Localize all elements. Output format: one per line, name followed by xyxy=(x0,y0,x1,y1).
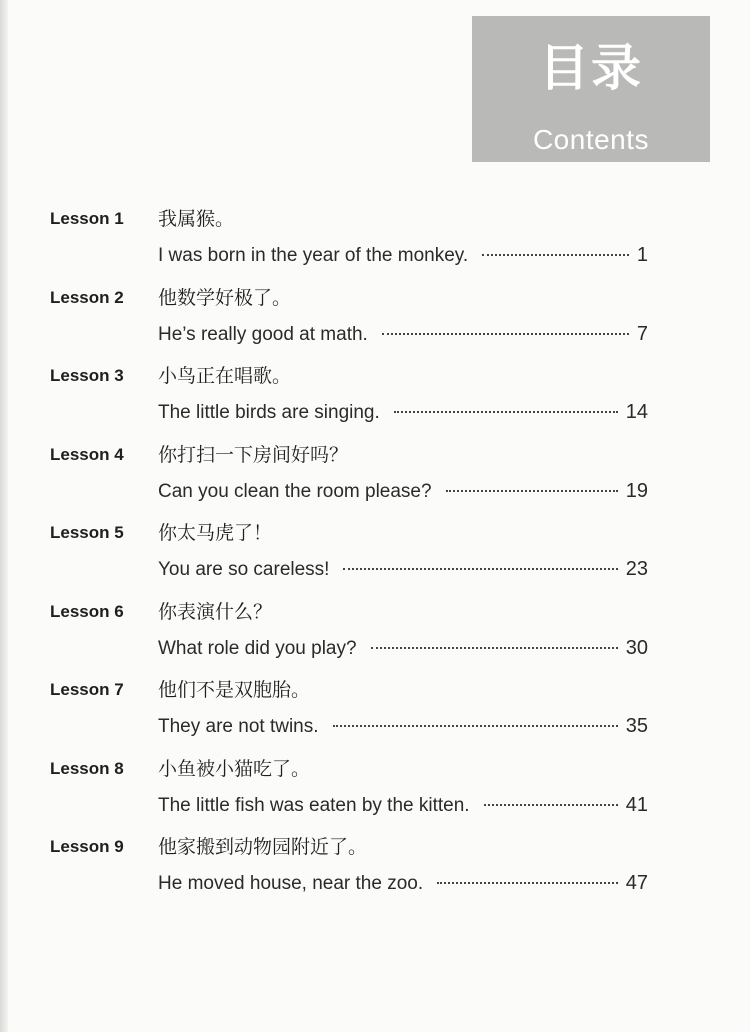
page-number: 14 xyxy=(625,401,648,423)
lesson-title-en: He moved house, near the zoo. xyxy=(158,873,424,894)
header-subtitle: Contents xyxy=(532,124,650,155)
dot-leader xyxy=(382,333,629,335)
lesson-label: Lesson 9 xyxy=(50,837,124,856)
lesson-title-line xyxy=(158,556,648,583)
lesson-title-en: You are so careless! xyxy=(158,559,330,580)
lesson-title-en: I was born in the year of the monkey. xyxy=(158,245,469,266)
lesson-title-line xyxy=(158,870,648,897)
dot-leader xyxy=(394,411,618,413)
lesson-title-zh: 小鱼被小猫吃了。 xyxy=(158,757,311,780)
dot-leader xyxy=(446,490,618,492)
lesson-title-en: The little fish was eaten by the kitten. xyxy=(158,794,470,816)
lesson-title-zh: 你太马虎了！ xyxy=(158,522,273,544)
dot-leader xyxy=(333,725,618,727)
lesson-title-line xyxy=(158,635,648,662)
lesson-label: Lesson 2 xyxy=(50,287,124,307)
page-number: 30 xyxy=(625,636,648,659)
dot-leader xyxy=(343,568,617,570)
page-number: 47 xyxy=(625,872,648,894)
toc-entry-lesson-6[interactable] xyxy=(50,599,648,678)
page-edge xyxy=(0,0,8,1032)
lesson-title-line xyxy=(158,478,648,505)
toc-entry-lesson-7[interactable] xyxy=(50,677,648,756)
toc-entry-lesson-2[interactable] xyxy=(50,285,648,364)
toc-entry-lesson-4[interactable] xyxy=(50,442,648,521)
toc-entry-lesson-3[interactable] xyxy=(50,363,648,442)
lesson-title-line xyxy=(158,242,648,269)
page-number: 23 xyxy=(625,558,648,580)
lesson-title-zh: 小鸟正在唱歌。 xyxy=(158,365,292,387)
lesson-title-zh: 他数学好极了。 xyxy=(158,286,292,309)
dot-leader xyxy=(484,804,618,806)
lesson-title-en: They are not twins. xyxy=(158,716,319,737)
toc-entry-lesson-9[interactable] xyxy=(50,834,648,913)
lesson-label: Lesson 4 xyxy=(50,444,124,464)
page-number: 35 xyxy=(625,715,648,737)
lesson-title-line xyxy=(158,321,648,348)
lesson-title-en: The little birds are singing. xyxy=(158,402,380,423)
dot-leader xyxy=(482,254,629,256)
lesson-label: Lesson 7 xyxy=(50,680,124,699)
toc-entry-lesson-8[interactable] xyxy=(50,756,648,835)
table-of-contents xyxy=(50,206,648,913)
toc-entry-lesson-5[interactable] xyxy=(50,520,648,599)
lesson-title-zh: 你表演什么？ xyxy=(158,600,273,623)
lesson-title-zh: 我属猴。 xyxy=(158,208,235,230)
lesson-title-zh: 他们不是双胞胎。 xyxy=(158,679,311,701)
page-number: 1 xyxy=(636,244,648,266)
lesson-label: Lesson 5 xyxy=(50,523,124,542)
lesson-title-zh: 你打扫一下房间好吗？ xyxy=(158,443,349,466)
page-number: 7 xyxy=(636,322,648,345)
lesson-title-en: What role did you play? xyxy=(158,637,357,659)
dot-leader xyxy=(371,647,618,649)
lesson-title-en: Can you clean the room please? xyxy=(158,480,432,502)
lesson-label: Lesson 6 xyxy=(50,601,124,621)
lesson-title-line xyxy=(158,792,648,819)
contents-header xyxy=(472,16,710,162)
header-title: 目录 xyxy=(539,39,643,97)
lesson-label: Lesson 1 xyxy=(50,209,124,228)
lesson-title-en: He’s really good at math. xyxy=(158,323,368,345)
page-number: 41 xyxy=(625,793,648,816)
lesson-title-line xyxy=(158,399,648,426)
toc-entry-lesson-1[interactable] xyxy=(50,206,648,285)
lesson-label: Lesson 3 xyxy=(50,366,124,385)
lesson-title-line xyxy=(158,713,648,740)
lesson-label: Lesson 8 xyxy=(50,758,124,778)
dot-leader xyxy=(437,882,618,884)
page-number: 19 xyxy=(625,479,648,502)
lesson-title-zh: 他家搬到动物园附近了。 xyxy=(158,836,368,858)
